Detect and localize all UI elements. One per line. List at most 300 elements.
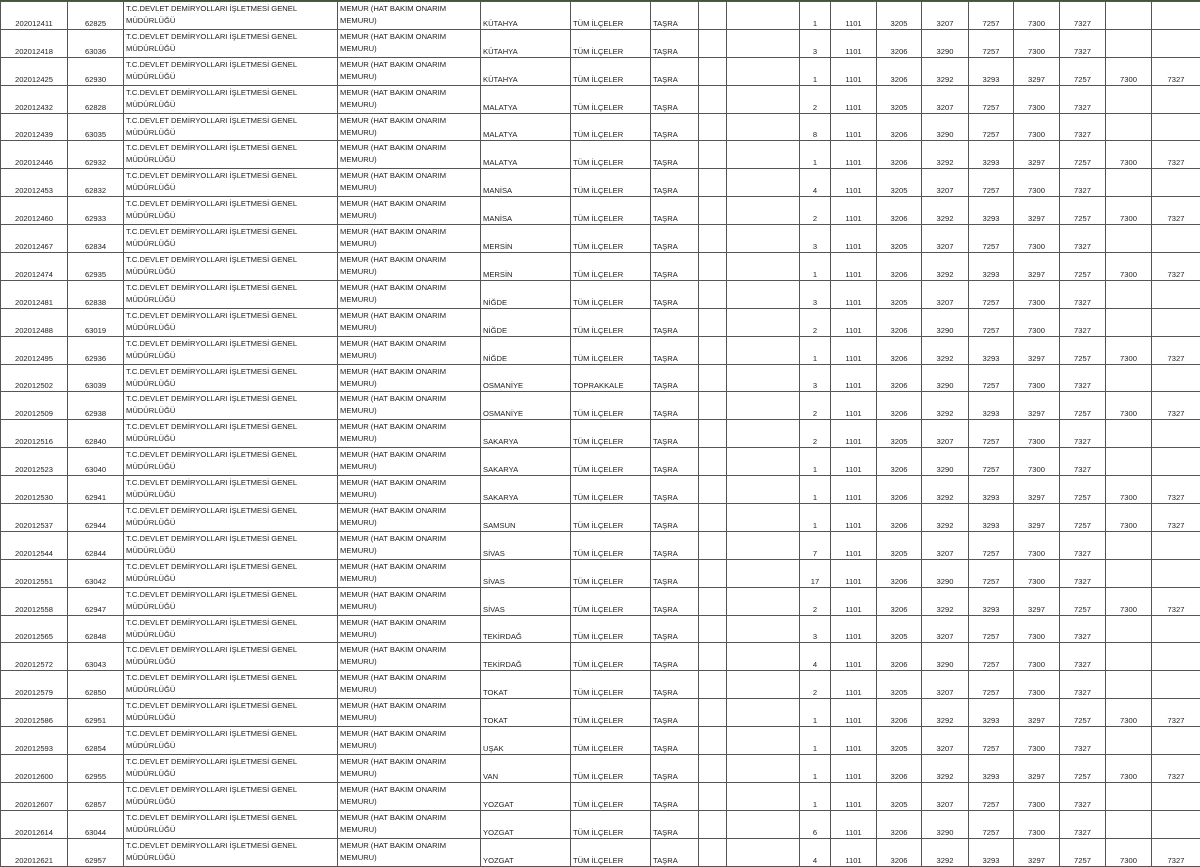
empty-cell <box>727 280 800 308</box>
position-title: MEMUR (HAT BAKIM ONARIM MEMURU) <box>338 476 481 504</box>
qualification-code: 3297 <box>1014 699 1060 727</box>
qualification-code: 3290 <box>922 559 969 587</box>
district: TÜM İLÇELER <box>571 392 651 420</box>
qualification-code: 7300 <box>1106 504 1152 532</box>
empty-cell <box>727 838 800 866</box>
position-title: MEMUR (HAT BAKIM ONARIM MEMURU) <box>338 755 481 783</box>
qualification-code: 1101 <box>831 113 877 141</box>
position-title: MEMUR (HAT BAKIM ONARIM MEMURU) <box>338 615 481 643</box>
location-type: TAŞRA <box>651 559 699 587</box>
position-title: MEMUR (HAT BAKIM ONARIM MEMURU) <box>338 141 481 169</box>
district: TÜM İLÇELER <box>571 531 651 559</box>
position-title: MEMUR (HAT BAKIM ONARIM MEMURU) <box>338 671 481 699</box>
qualification-code <box>1106 364 1152 392</box>
qualification-code <box>1106 671 1152 699</box>
qualification-code: 3297 <box>1014 57 1060 85</box>
qualification-code: 7300 <box>1106 336 1152 364</box>
qualification-code <box>1152 169 1200 197</box>
position-title: MEMUR (HAT BAKIM ONARIM MEMURU) <box>338 504 481 532</box>
qualification-code <box>1106 782 1152 810</box>
district: TÜM İLÇELER <box>571 85 651 113</box>
row-id: 202012614 <box>1 810 68 838</box>
quota-count: 3 <box>800 29 831 57</box>
position-code: 62840 <box>68 420 124 448</box>
qualification-code: 7300 <box>1106 587 1152 615</box>
qualification-code: 3297 <box>1014 141 1060 169</box>
position-title: MEMUR (HAT BAKIM ONARIM MEMURU) <box>338 253 481 281</box>
quota-count: 1 <box>800 755 831 783</box>
qualification-code: 3207 <box>922 671 969 699</box>
quota-count: 3 <box>800 364 831 392</box>
qualification-code: 7300 <box>1014 85 1060 113</box>
qualification-code: 7300 <box>1106 197 1152 225</box>
location-type: TAŞRA <box>651 643 699 671</box>
institution: T.C.DEVLET DEMİRYOLLARI İŞLETMESİ GENEL MÜDÜRLÜĞÜ <box>124 699 338 727</box>
district: TÜM İLÇELER <box>571 448 651 476</box>
table-body <box>1 2 1200 867</box>
position-title: MEMUR (HAT BAKIM ONARIM MEMURU) <box>338 169 481 197</box>
position-code: 62944 <box>68 504 124 532</box>
qualification-code: 3205 <box>877 280 922 308</box>
qualification-code: 3293 <box>969 476 1014 504</box>
location-type: TAŞRA <box>651 29 699 57</box>
district: TÜM İLÇELER <box>571 253 651 281</box>
quota-count: 2 <box>800 420 831 448</box>
empty-cell <box>699 727 727 755</box>
institution: T.C.DEVLET DEMİRYOLLARI İŞLETMESİ GENEL MÜDÜRLÜĞÜ <box>124 2 338 30</box>
institution: T.C.DEVLET DEMİRYOLLARI İŞLETMESİ GENEL MÜDÜRLÜĞÜ <box>124 308 338 336</box>
qualification-code: 3293 <box>969 838 1014 866</box>
qualification-code: 3206 <box>877 113 922 141</box>
qualification-code: 1101 <box>831 29 877 57</box>
institution: T.C.DEVLET DEMİRYOLLARI İŞLETMESİ GENEL MÜDÜRLÜĞÜ <box>124 587 338 615</box>
qualification-code: 1101 <box>831 782 877 810</box>
empty-cell <box>699 57 727 85</box>
district: TÜM İLÇELER <box>571 420 651 448</box>
city: SAKARYA <box>481 420 571 448</box>
table-row <box>1 29 1200 57</box>
qualification-code: 3290 <box>922 448 969 476</box>
qualification-code: 7300 <box>1106 755 1152 783</box>
position-title: MEMUR (HAT BAKIM ONARIM MEMURU) <box>338 643 481 671</box>
city: NİĞDE <box>481 308 571 336</box>
qualification-code: 7257 <box>969 810 1014 838</box>
institution: T.C.DEVLET DEMİRYOLLARI İŞLETMESİ GENEL MÜDÜRLÜĞÜ <box>124 727 338 755</box>
row-id: 202012425 <box>1 57 68 85</box>
qualification-code: 7327 <box>1060 531 1106 559</box>
position-title: MEMUR (HAT BAKIM ONARIM MEMURU) <box>338 308 481 336</box>
empty-cell <box>727 755 800 783</box>
qualification-code: 3297 <box>1014 336 1060 364</box>
row-id: 202012411 <box>1 2 68 30</box>
institution: T.C.DEVLET DEMİRYOLLARI İŞLETMESİ GENEL MÜDÜRLÜĞÜ <box>124 755 338 783</box>
qualification-code: 7257 <box>1060 755 1106 783</box>
empty-cell <box>727 782 800 810</box>
qualification-code: 7327 <box>1152 476 1200 504</box>
qualification-code <box>1106 29 1152 57</box>
empty-cell <box>699 169 727 197</box>
empty-cell <box>699 559 727 587</box>
location-type: TAŞRA <box>651 169 699 197</box>
row-id: 202012586 <box>1 699 68 727</box>
position-code: 63039 <box>68 364 124 392</box>
location-type: TAŞRA <box>651 2 699 30</box>
qualification-code: 3206 <box>877 476 922 504</box>
empty-cell <box>727 85 800 113</box>
location-type: TAŞRA <box>651 755 699 783</box>
qualification-code: 7327 <box>1152 57 1200 85</box>
qualification-code: 1101 <box>831 699 877 727</box>
table-row <box>1 755 1200 783</box>
institution: T.C.DEVLET DEMİRYOLLARI İŞLETMESİ GENEL MÜDÜRLÜĞÜ <box>124 113 338 141</box>
qualification-code: 3206 <box>877 253 922 281</box>
qualification-code: 3293 <box>969 392 1014 420</box>
empty-cell <box>727 476 800 504</box>
qualification-code: 1101 <box>831 727 877 755</box>
position-code: 63043 <box>68 643 124 671</box>
qualification-code: 3292 <box>922 197 969 225</box>
qualification-code: 7327 <box>1060 782 1106 810</box>
district: TÜM İLÇELER <box>571 476 651 504</box>
qualification-code: 7327 <box>1060 559 1106 587</box>
qualification-code: 1101 <box>831 504 877 532</box>
institution: T.C.DEVLET DEMİRYOLLARI İŞLETMESİ GENEL MÜDÜRLÜĞÜ <box>124 476 338 504</box>
qualification-code <box>1106 727 1152 755</box>
empty-cell <box>699 364 727 392</box>
position-title: MEMUR (HAT BAKIM ONARIM MEMURU) <box>338 727 481 755</box>
empty-cell <box>699 2 727 30</box>
table-row <box>1 308 1200 336</box>
qualification-code: 3207 <box>922 420 969 448</box>
location-type: TAŞRA <box>651 392 699 420</box>
table-row <box>1 504 1200 532</box>
qualification-code: 3290 <box>922 810 969 838</box>
location-type: TAŞRA <box>651 671 699 699</box>
qualification-code <box>1152 29 1200 57</box>
empty-cell <box>727 57 800 85</box>
position-title: MEMUR (HAT BAKIM ONARIM MEMURU) <box>338 810 481 838</box>
row-id: 202012621 <box>1 838 68 866</box>
qualification-code: 3293 <box>969 253 1014 281</box>
qualification-code: 3206 <box>877 810 922 838</box>
qualification-code: 3207 <box>922 531 969 559</box>
qualification-code: 7327 <box>1060 643 1106 671</box>
qualification-code: 7300 <box>1014 727 1060 755</box>
qualification-code: 3206 <box>877 838 922 866</box>
qualification-code: 7327 <box>1060 448 1106 476</box>
location-type: TAŞRA <box>651 85 699 113</box>
empty-cell <box>727 253 800 281</box>
city: VAN <box>481 755 571 783</box>
row-id: 202012467 <box>1 225 68 253</box>
location-type: TAŞRA <box>651 113 699 141</box>
location-type: TAŞRA <box>651 225 699 253</box>
qualification-code: 7257 <box>969 531 1014 559</box>
table-row <box>1 364 1200 392</box>
quota-count: 3 <box>800 280 831 308</box>
district: TÜM İLÇELER <box>571 643 651 671</box>
qualification-code: 7300 <box>1106 838 1152 866</box>
location-type: TAŞRA <box>651 364 699 392</box>
qualification-code: 3205 <box>877 531 922 559</box>
empty-cell <box>727 420 800 448</box>
qualification-code: 1101 <box>831 225 877 253</box>
empty-cell <box>699 671 727 699</box>
position-code: 63040 <box>68 448 124 476</box>
position-code: 62957 <box>68 838 124 866</box>
qualification-code <box>1106 420 1152 448</box>
location-type: TAŞRA <box>651 308 699 336</box>
qualification-code: 7327 <box>1060 225 1106 253</box>
city: MALATYA <box>481 141 571 169</box>
empty-cell <box>727 727 800 755</box>
qualification-code: 3207 <box>922 85 969 113</box>
city: MALATYA <box>481 85 571 113</box>
city: SAMSUN <box>481 504 571 532</box>
empty-cell <box>727 643 800 671</box>
district: TÜM İLÇELER <box>571 225 651 253</box>
quota-count: 2 <box>800 197 831 225</box>
qualification-code: 7300 <box>1014 169 1060 197</box>
empty-cell <box>727 671 800 699</box>
position-code: 62955 <box>68 755 124 783</box>
qualification-code: 7257 <box>969 782 1014 810</box>
empty-cell <box>699 448 727 476</box>
city: TOKAT <box>481 671 571 699</box>
qualification-code: 1101 <box>831 671 877 699</box>
qualification-code: 3292 <box>922 336 969 364</box>
qualification-code: 3205 <box>877 727 922 755</box>
qualification-code: 3292 <box>922 392 969 420</box>
empty-cell <box>699 225 727 253</box>
qualification-code: 7257 <box>969 420 1014 448</box>
table-row <box>1 810 1200 838</box>
institution: T.C.DEVLET DEMİRYOLLARI İŞLETMESİ GENEL MÜDÜRLÜĞÜ <box>124 615 338 643</box>
qualification-code: 7257 <box>969 225 1014 253</box>
row-id: 202012488 <box>1 308 68 336</box>
district: TÜM İLÇELER <box>571 57 651 85</box>
qualification-code: 3292 <box>922 755 969 783</box>
institution: T.C.DEVLET DEMİRYOLLARI İŞLETMESİ GENEL MÜDÜRLÜĞÜ <box>124 448 338 476</box>
city: SİVAS <box>481 531 571 559</box>
qualification-code: 7257 <box>1060 504 1106 532</box>
qualification-code: 3205 <box>877 671 922 699</box>
qualification-code: 7257 <box>1060 699 1106 727</box>
qualification-code: 3207 <box>922 225 969 253</box>
row-id: 202012579 <box>1 671 68 699</box>
district: TÜM İLÇELER <box>571 782 651 810</box>
qualification-code: 7300 <box>1014 280 1060 308</box>
empty-cell <box>727 336 800 364</box>
empty-cell <box>727 364 800 392</box>
qualification-code: 1101 <box>831 392 877 420</box>
qualification-code: 3206 <box>877 587 922 615</box>
qualification-code <box>1106 448 1152 476</box>
qualification-code: 7327 <box>1152 755 1200 783</box>
qualification-code: 3292 <box>922 504 969 532</box>
location-type: TAŞRA <box>651 141 699 169</box>
district: TÜM İLÇELER <box>571 29 651 57</box>
qualification-code: 7257 <box>1060 587 1106 615</box>
qualification-code: 7327 <box>1060 308 1106 336</box>
qualification-code: 3292 <box>922 838 969 866</box>
qualification-code: 1101 <box>831 169 877 197</box>
empty-cell <box>727 810 800 838</box>
qualification-code: 3293 <box>969 755 1014 783</box>
qualification-code: 1101 <box>831 2 877 30</box>
position-title: MEMUR (HAT BAKIM ONARIM MEMURU) <box>338 57 481 85</box>
institution: T.C.DEVLET DEMİRYOLLARI İŞLETMESİ GENEL MÜDÜRLÜĞÜ <box>124 336 338 364</box>
quota-count: 1 <box>800 699 831 727</box>
table-row <box>1 420 1200 448</box>
qualification-code: 7300 <box>1106 253 1152 281</box>
qualification-code: 3205 <box>877 169 922 197</box>
empty-cell <box>699 810 727 838</box>
qualification-code: 7327 <box>1060 420 1106 448</box>
qualification-code: 3207 <box>922 782 969 810</box>
row-id: 202012600 <box>1 755 68 783</box>
qualification-code: 1101 <box>831 85 877 113</box>
institution: T.C.DEVLET DEMİRYOLLARI İŞLETMESİ GENEL MÜDÜRLÜĞÜ <box>124 253 338 281</box>
district: TÜM İLÇELER <box>571 727 651 755</box>
table-row <box>1 643 1200 671</box>
qualification-code: 3205 <box>877 420 922 448</box>
qualification-code: 1101 <box>831 838 877 866</box>
district: TÜM İLÇELER <box>571 141 651 169</box>
qualification-code: 7257 <box>969 615 1014 643</box>
row-id: 202012439 <box>1 113 68 141</box>
qualification-code: 7257 <box>969 85 1014 113</box>
quota-count: 6 <box>800 810 831 838</box>
qualification-code: 7257 <box>1060 141 1106 169</box>
position-title: MEMUR (HAT BAKIM ONARIM MEMURU) <box>338 559 481 587</box>
qualification-code <box>1152 559 1200 587</box>
empty-cell <box>699 141 727 169</box>
qualification-code <box>1106 615 1152 643</box>
table-row <box>1 531 1200 559</box>
qualification-code: 7257 <box>1060 253 1106 281</box>
table-row <box>1 587 1200 615</box>
quota-count: 1 <box>800 782 831 810</box>
qualification-code: 3290 <box>922 29 969 57</box>
position-title: MEMUR (HAT BAKIM ONARIM MEMURU) <box>338 838 481 866</box>
qualification-code: 3206 <box>877 392 922 420</box>
city: KÜTAHYA <box>481 57 571 85</box>
qualification-code: 7300 <box>1014 559 1060 587</box>
location-type: TAŞRA <box>651 727 699 755</box>
district: TÜM İLÇELER <box>571 559 651 587</box>
position-code: 63044 <box>68 810 124 838</box>
qualification-code: 1101 <box>831 755 877 783</box>
empty-cell <box>699 85 727 113</box>
qualification-code: 7257 <box>969 280 1014 308</box>
qualification-code <box>1106 643 1152 671</box>
qualification-code: 3292 <box>922 253 969 281</box>
position-code: 63035 <box>68 113 124 141</box>
row-id: 202012495 <box>1 336 68 364</box>
quota-count: 17 <box>800 559 831 587</box>
qualification-code: 7257 <box>969 448 1014 476</box>
row-id: 202012551 <box>1 559 68 587</box>
table-row <box>1 169 1200 197</box>
location-type: TAŞRA <box>651 336 699 364</box>
qualification-code: 1101 <box>831 643 877 671</box>
district: TÜM İLÇELER <box>571 2 651 30</box>
quota-count: 2 <box>800 671 831 699</box>
qualification-code: 7327 <box>1060 169 1106 197</box>
qualification-code <box>1106 225 1152 253</box>
qualification-code <box>1152 113 1200 141</box>
city: OSMANİYE <box>481 364 571 392</box>
quota-count: 2 <box>800 587 831 615</box>
position-title: MEMUR (HAT BAKIM ONARIM MEMURU) <box>338 2 481 30</box>
qualification-code: 7300 <box>1106 141 1152 169</box>
quota-count: 1 <box>800 253 831 281</box>
qualification-code: 3297 <box>1014 392 1060 420</box>
table-row <box>1 559 1200 587</box>
institution: T.C.DEVLET DEMİRYOLLARI İŞLETMESİ GENEL MÜDÜRLÜĞÜ <box>124 531 338 559</box>
qualification-code: 3293 <box>969 587 1014 615</box>
quota-count: 1 <box>800 2 831 30</box>
row-id: 202012523 <box>1 448 68 476</box>
quota-count: 3 <box>800 615 831 643</box>
qualification-code: 3293 <box>969 504 1014 532</box>
position-code: 62828 <box>68 85 124 113</box>
qualification-code: 7300 <box>1014 225 1060 253</box>
qualification-code: 1101 <box>831 141 877 169</box>
qualification-code: 7327 <box>1152 838 1200 866</box>
location-type: TAŞRA <box>651 197 699 225</box>
qualification-code: 3207 <box>922 2 969 30</box>
qualification-code <box>1152 448 1200 476</box>
qualification-code: 7300 <box>1106 699 1152 727</box>
row-id: 202012516 <box>1 420 68 448</box>
city: SAKARYA <box>481 476 571 504</box>
qualification-code: 3206 <box>877 197 922 225</box>
qualification-code: 7327 <box>1060 810 1106 838</box>
quota-count: 1 <box>800 57 831 85</box>
row-id: 202012607 <box>1 782 68 810</box>
institution: T.C.DEVLET DEMİRYOLLARI İŞLETMESİ GENEL MÜDÜRLÜĞÜ <box>124 280 338 308</box>
qualification-code: 7327 <box>1060 280 1106 308</box>
qualification-code: 3206 <box>877 504 922 532</box>
table-row <box>1 85 1200 113</box>
qualification-code: 3206 <box>877 29 922 57</box>
qualification-code <box>1106 2 1152 30</box>
row-id: 202012418 <box>1 29 68 57</box>
position-code: 62854 <box>68 727 124 755</box>
position-code: 62933 <box>68 197 124 225</box>
qualification-code: 7327 <box>1060 364 1106 392</box>
qualification-code: 3207 <box>922 727 969 755</box>
quota-count: 4 <box>800 169 831 197</box>
table-row <box>1 838 1200 866</box>
table-row <box>1 699 1200 727</box>
empty-cell <box>699 253 727 281</box>
qualification-code: 1101 <box>831 531 877 559</box>
position-code: 63042 <box>68 559 124 587</box>
qualification-code: 1101 <box>831 810 877 838</box>
city: KÜTAHYA <box>481 29 571 57</box>
quota-count: 1 <box>800 476 831 504</box>
table-row <box>1 113 1200 141</box>
qualification-code <box>1106 810 1152 838</box>
table-row <box>1 57 1200 85</box>
empty-cell <box>699 755 727 783</box>
qualification-code: 3206 <box>877 57 922 85</box>
qualification-code <box>1106 308 1152 336</box>
table-row <box>1 448 1200 476</box>
